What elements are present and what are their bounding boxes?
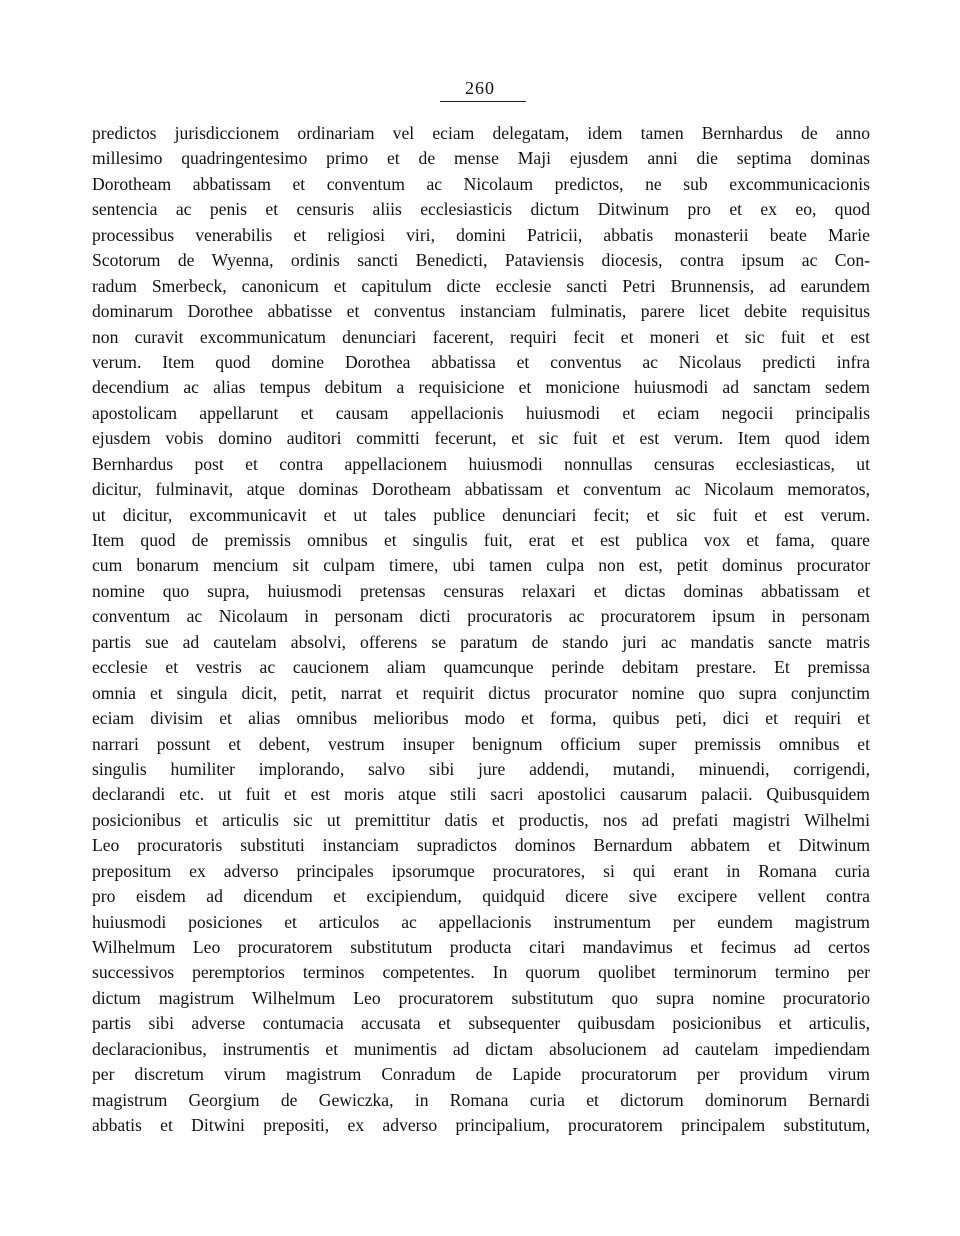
text-line: decendium ac alias tempus debitum a requisicione et monicione huiusmodi ad sanctam sedem — [92, 377, 870, 398]
text-line: apostolicam appellarunt et causam appellacionis huiusmodi et eciam negocii principalis — [92, 402, 870, 423]
text-line: conventum ac Nicolaum in personam dicti procuratoris ac procuratorem ipsum in personam — [92, 606, 870, 627]
text-line: non curavit excommunicatum denunciari facerent, requiri fecit et moneri et sic fuit et est — [92, 326, 870, 347]
page-number: 260 — [465, 78, 495, 98]
text-line: abbatis et Ditwini prepositi, ex adverso principalium, procuratorem principalem substitutum, — [92, 1115, 870, 1136]
text-line: Dorotheam abbatissam et conventum ac Nicolaum predictos, ne sub excommunicacionis — [92, 173, 870, 194]
text-line: narrari possunt et debent, vestrum insuper benignum officium super premissis omnibus et — [92, 733, 870, 754]
text-line: successivos peremptorios terminos competentes. In quorum quolibet terminorum termino per — [92, 962, 870, 983]
text-line: Wilhelmum Leo procuratorem substitutum producta citari mandavimus et fecimus ad certos — [92, 937, 870, 957]
text-line: Bernhardus post et contra appellacionem huiusmodi nonnullas censuras ecclesiasticas, ut — [92, 453, 870, 474]
text-line: declarandi etc. ut fuit et est moris atque stili sacri apostolici causarum palacii. Quibusquidem — [92, 784, 870, 805]
text-line: huiusmodi posiciones et articulos ac appellacionis instrumentum per eundem magistrum — [92, 911, 870, 932]
text-line: eciam divisim et alias omnibus melioribus modo et forma, quibus peti, dici et requiri et — [92, 708, 870, 729]
text-line: Leo procuratoris substituti instanciam supradictos dominos Bernardum abbatem et Ditwinum — [92, 835, 870, 856]
text-line: nomine quo supra, huiusmodi pretensas censuras relaxari et dictas dominas abbatissam et — [92, 580, 870, 601]
text-line: dominarum Dorothee abbatisse et conventus instanciam fulminatis, parere licet debite requisitus — [92, 301, 870, 322]
text-line: dictum magistrum Wilhelmum Leo procuratorem substitutum quo supra nomine procuratorio — [92, 987, 870, 1008]
text-line: magistrum Georgium de Gewiczka, in Romana curia et dictorum dominorum Bernardi — [92, 1089, 870, 1110]
text-line: omnia et singula dicit, petit, narrat et requirit dictus procurator nomine quo supra conjunctim — [92, 682, 870, 703]
text-line: ejusdem vobis domino auditori committi fecerunt, et sic fuit et est verum. Item quod idem — [92, 428, 870, 449]
text-line: partis sue ad cautelam absolvi, offerens se paratum de stando juri ac mandatis sancte matris — [92, 631, 870, 652]
text-line: Scotorum de Wyenna, ordinis sancti Benedicti, Pataviensis diocesis, contra ipsum ac Con- — [92, 250, 870, 271]
text-line: singulis humiliter implorando, salvo sibi jure addendi, mutandi, minuendi, corrigendi, — [92, 758, 870, 779]
text-line: ut dicitur, excommunicavit et ut tales publice denunciari fecit; et sic fuit et est verum. — [92, 504, 870, 525]
text-line: declaracionibus, instrumentis et munimentis ad dictam absolucionem ad cautelam impediendam — [92, 1038, 870, 1059]
text-line: posicionibus et articulis sic ut premittitur datis et productis, nos ad prefati magistri Wilhelmi — [92, 809, 870, 830]
text-line: millesimo quadringentesimo primo et de mense Maji ejusdem anni die septima dominas — [92, 148, 870, 169]
text-line: cum bonarum mencium sit culpam timere, ubi tamen culpa non est, petit dominus procurator — [92, 555, 870, 576]
text-line: radum Smerbeck, canonicum et capitulum dicte ecclesie sancti Petri Brunnensis, ad earundem — [92, 275, 870, 296]
page-number-rule — [440, 101, 526, 102]
text-line: prepositum ex adverso principales ipsorumque procuratores, si qui erant in Romana curia — [92, 860, 870, 881]
text-line: partis sibi adverse contumacia accusata et subsequenter quibusdam posicionibus et articulis, — [92, 1013, 870, 1034]
text-line: processibus venerabilis et religiosi viri, domini Patricii, abbatis monasterii beate Marie — [92, 224, 870, 245]
text-line: ecclesie et vestris ac caucionem aliam quamcunque perinde debitam prestare. Et premissa — [92, 657, 870, 678]
body-text — [92, 121, 870, 1139]
text-line: sentencia ac penis et censuris aliis ecclesiasticis dictum Ditwinum pro et ex eo, quod — [92, 199, 870, 220]
text-line: Item quod de premissis omnibus et singulis fuit, erat et est publica vox et fama, quare — [92, 530, 870, 550]
text-line: dicitur, fulminavit, atque dominas Dorotheam abbatissam et conventum ac Nicolaum memoratos, — [92, 479, 870, 500]
text-line: per discretum virum magistrum Conradum de Lapide procuratorum per providum virum — [92, 1064, 870, 1085]
text-line: verum. Item quod domine Dorothea abbatissa et conventus ac Nicolaus predicti infra — [92, 351, 870, 372]
text-line: pro eisdem ad dicendum et excipiendum, quidquid dicere sive excipere vellent contra — [92, 886, 870, 907]
text-line: predictos jurisdiccionem ordinariam vel eciam delegatam, idem tamen Bernhardus de anno — [92, 123, 870, 143]
